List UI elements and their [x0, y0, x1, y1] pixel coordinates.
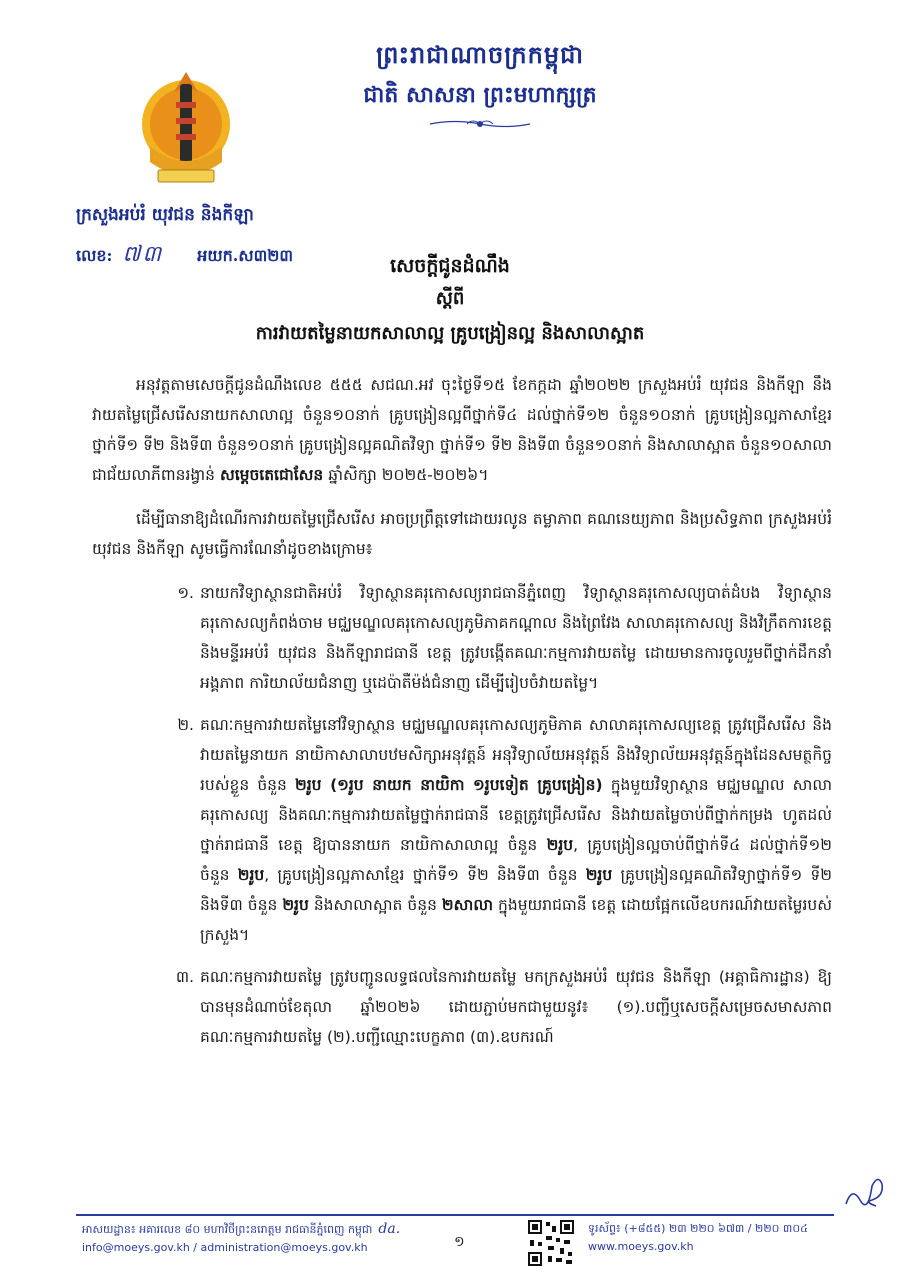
list-item [92, 578, 832, 698]
ministry-name: ក្រសួងអប់រំ យុវជន និងកីឡា [76, 205, 254, 225]
footer-contact-right [588, 1220, 808, 1256]
paragraph-2: ដើម្បីធានាឱ្យដំណើរការវាយតម្លៃជ្រើសរើស អាចប្រព្រឹត្តទៅដោយរលូន តម្លាភាព គណនេយ្យភាព និងប្រសិទ្ធភាព ក្រសួងអប់រំ យុវជន និងកីឡា សូមធ្វើការណែនាំដូចខាងក្រោម៖ [92, 510, 832, 558]
para1-end: ឆ្នាំសិក្សា ២០២៥-២០២៦។ [328, 466, 489, 484]
item2-bold-f: ២សាលា [441, 896, 494, 914]
item2-text-e: គ្រូបង្រៀនល្អគណិតវិទ្យាថ្នាក់ទី១ ទី២ និងទី៣ ចំនួន [200, 866, 832, 914]
item2-bold-a: ២រូប (១រូប នាយក នាយិកា ១រូបទៀត គ្រូបង្រៀន) [294, 776, 603, 794]
ref-label: លេខ: [76, 246, 113, 265]
paragraph-1 [92, 370, 832, 490]
item-number: ១. [177, 584, 194, 602]
item-text: គណៈកម្មការវាយតម្លៃ ត្រូវបញ្ជូនលទ្ធផលនៃការវាយតម្លៃ មកក្រសួងអប់រំ យុវជន និងកីឡា (អគ្គាធិការដ្ឋាន) ឱ្យបានមុនដំណាច់ខែតុលា ឆ្នាំ២០២៦ ដោយភ្ជាប់មកជាមួយនូវ៖ (១).បញ្ជីឬសេចក្តីសម្រេចសមាសភាពគណៈកម្មការវាយតម្លៃ (២).បញ្ជីឈ្មោះបេក្ខភាព (៣).ឧបករណ៍ [200, 968, 832, 1046]
address-mark: da. [378, 1221, 401, 1237]
award-name: សម្តេចតេជោសែន [219, 466, 324, 484]
footer-divider [76, 1214, 834, 1216]
item2-text-b: ក្នុងមួយវិទ្យាស្ថាន មជ្ឈមណ្ឌល សាលាគរុកោសល្យ និងគណៈកម្មការវាយតម្លៃថ្នាក់រាជធានី ខេត្តត្រូវជ្រើសរើស និងវាយតម្លៃចាប់ពីថ្នាក់កម្រង ហូតដល់ថ្នាក់រាជធានី ខេត្ត ឱ្យបាននាយក នាយិកាសាលាល្អ ចំនួន [200, 776, 832, 854]
page-number: ១ [454, 1234, 465, 1250]
item2-bold-c: ២រូប [237, 866, 265, 884]
list-item [92, 962, 832, 1052]
footer-address: អាសយដ្ឋាន៖ អគារលេខ ៨០ មហាវិថីព្រះនរោត្តម រាជធានីភ្នំពេញ កម្ពុជា [82, 1223, 373, 1236]
item-text: នាយកវិទ្យាស្ថានជាតិអប់រំ វិទ្យាស្ថានគរុកោសល្យរាជធានីភ្នំពេញ វិទ្យាស្ថានគរុកោសល្យបាត់ដំបង វិទ្យាស្ថានគរុកោសល្យកំពង់ចាម មជ្ឈមណ្ឌលគរុកោសល្យភូមិភាគកណ្តាល និងព្រៃវែង សាលាគរុកោសល្យ និងវិក្រឹតការខេត្ត និងមន្ទីរអប់រំ យុវជន និងកីឡារាជធានី ខេត្ត ត្រូវបង្កើតគណៈកម្មការវាយតម្លៃ ដោយមានការចូលរួមពីថ្នាក់ដឹកនាំអង្គភាព ការិយាល័យជំនាញ ឬដេប៉ាតឺម៉ង់ជំនាញ ដើម្បីរៀបចំវាយតម្លៃ។ [200, 584, 832, 692]
para1-text: អនុវត្តតាមសេចក្តីជូនដំណឹងលេខ ៥៥៥ សជណ.អវ ចុះថ្ងៃទី១៥ ខែកក្កដា ឆ្នាំ២០២២ ក្រសួងអប់រំ យុវជន និងកីឡា នឹងវាយតម្លៃជ្រើសរើសនាយកសាលាល្អ ចំនួន១០នាក់ គ្រូបង្រៀនល្អពីថ្នាក់ទី៤ ដល់ថ្នាក់ទី១២ ចំនួន១០នាក់ គ្រូបង្រៀនល្អភាសាខ្មែរ ថ្នាក់ទី១ ទី២ និងទី៣ ចំនួន១០នាក់ គ្រូបង្រៀនល្អគណិតវិទ្យា ថ្នាក់ទី១ ទី២ និងទី៣ ចំនួន១០នាក់ និងសាលាស្អាត ចំនួន១០សាលា ជាជ័យលាភីពានរង្វាន់ [92, 376, 832, 484]
item-text [200, 710, 832, 950]
footer-contact-left [82, 1220, 400, 1257]
item2-text-c: , គ្រូបង្រៀនល្អចាប់ពីថ្នាក់ទី៤ ដល់ថ្នាក់ទី១២ ចំនួន [200, 836, 832, 884]
notice-body [92, 370, 832, 1064]
ornament-divider-icon [425, 117, 535, 131]
item2-bold-e: ២រូប [282, 896, 309, 914]
title-line-2: ស្តីពី [435, 288, 465, 309]
item2-text-d: , គ្រូបង្រៀនល្អភាសាខ្មែរ ថ្នាក់ទី១ ទី២ និងទី៣ ចំនួន [264, 866, 578, 884]
item-number: ២. [177, 716, 194, 734]
ref-suffix: អយក.ស៣២៣ [197, 246, 294, 265]
item2-text-g: ក្នុងមួយរាជធានី ខេត្ត ដោយផ្អែកលើឧបករណ៍វាយតម្លៃរបស់ក្រសួង។ [200, 896, 832, 944]
national-motto: ជាតិ សាសនា ព្រះមហាក្សត្រ [363, 82, 597, 108]
item2-bold-d: ២រូប [585, 866, 613, 884]
ref-number: ៧៣ [122, 242, 164, 267]
footer-website: www.moeys.gov.kh [588, 1240, 694, 1253]
notice-title [150, 254, 750, 348]
qr-code-icon [526, 1218, 576, 1268]
item2-text-a: គណៈកម្មការវាយតម្លៃនៅវិទ្យាស្ថាន មជ្ឈមណ្ឌលគរុកោសល្យភូមិភាគ សាលាគរុកោសល្យខេត្ត ត្រូវជ្រើសរើស និងវាយតម្លៃនាយក នាយិកាសាលាបឋមសិក្សាអនុវត្តន៍ អនុវិទ្យាល័យអនុវត្តន៍ និងវិទ្យាល័យអនុវត្តន៍ក្នុងដែនសមត្ថកិច្ចរបស់ខ្លួន ចំនួន [200, 716, 832, 794]
signature-icon [842, 1166, 888, 1212]
title-line-1: សេចក្តីជូនដំណឹង [390, 255, 510, 277]
item-number: ៣. [175, 968, 194, 986]
item2-bold-b: ២រូប [546, 836, 574, 854]
kingdom-title: ព្រះរាជាណាចក្រកម្ពុជា [376, 40, 584, 69]
kingdom-header [300, 40, 660, 135]
title-line-3: ការវាយតម្លៃនាយកសាលាល្អ គ្រូបង្រៀនល្អ និងសាលាស្អាត [255, 323, 645, 344]
item2-text-f: និងសាលាស្អាត ចំនួន [313, 896, 437, 914]
footer-phone: ទូរស័ព្ទ៖ (+៨៥៥) ២៣ ២២០ ៦៧៣ / ២២០ ៣០៤ [588, 1222, 808, 1235]
footer-emails: info@moeys.gov.kh / administration@moeys.gov.kh [82, 1241, 368, 1254]
list-item [92, 710, 832, 950]
ministry-emblem-icon [136, 66, 236, 194]
